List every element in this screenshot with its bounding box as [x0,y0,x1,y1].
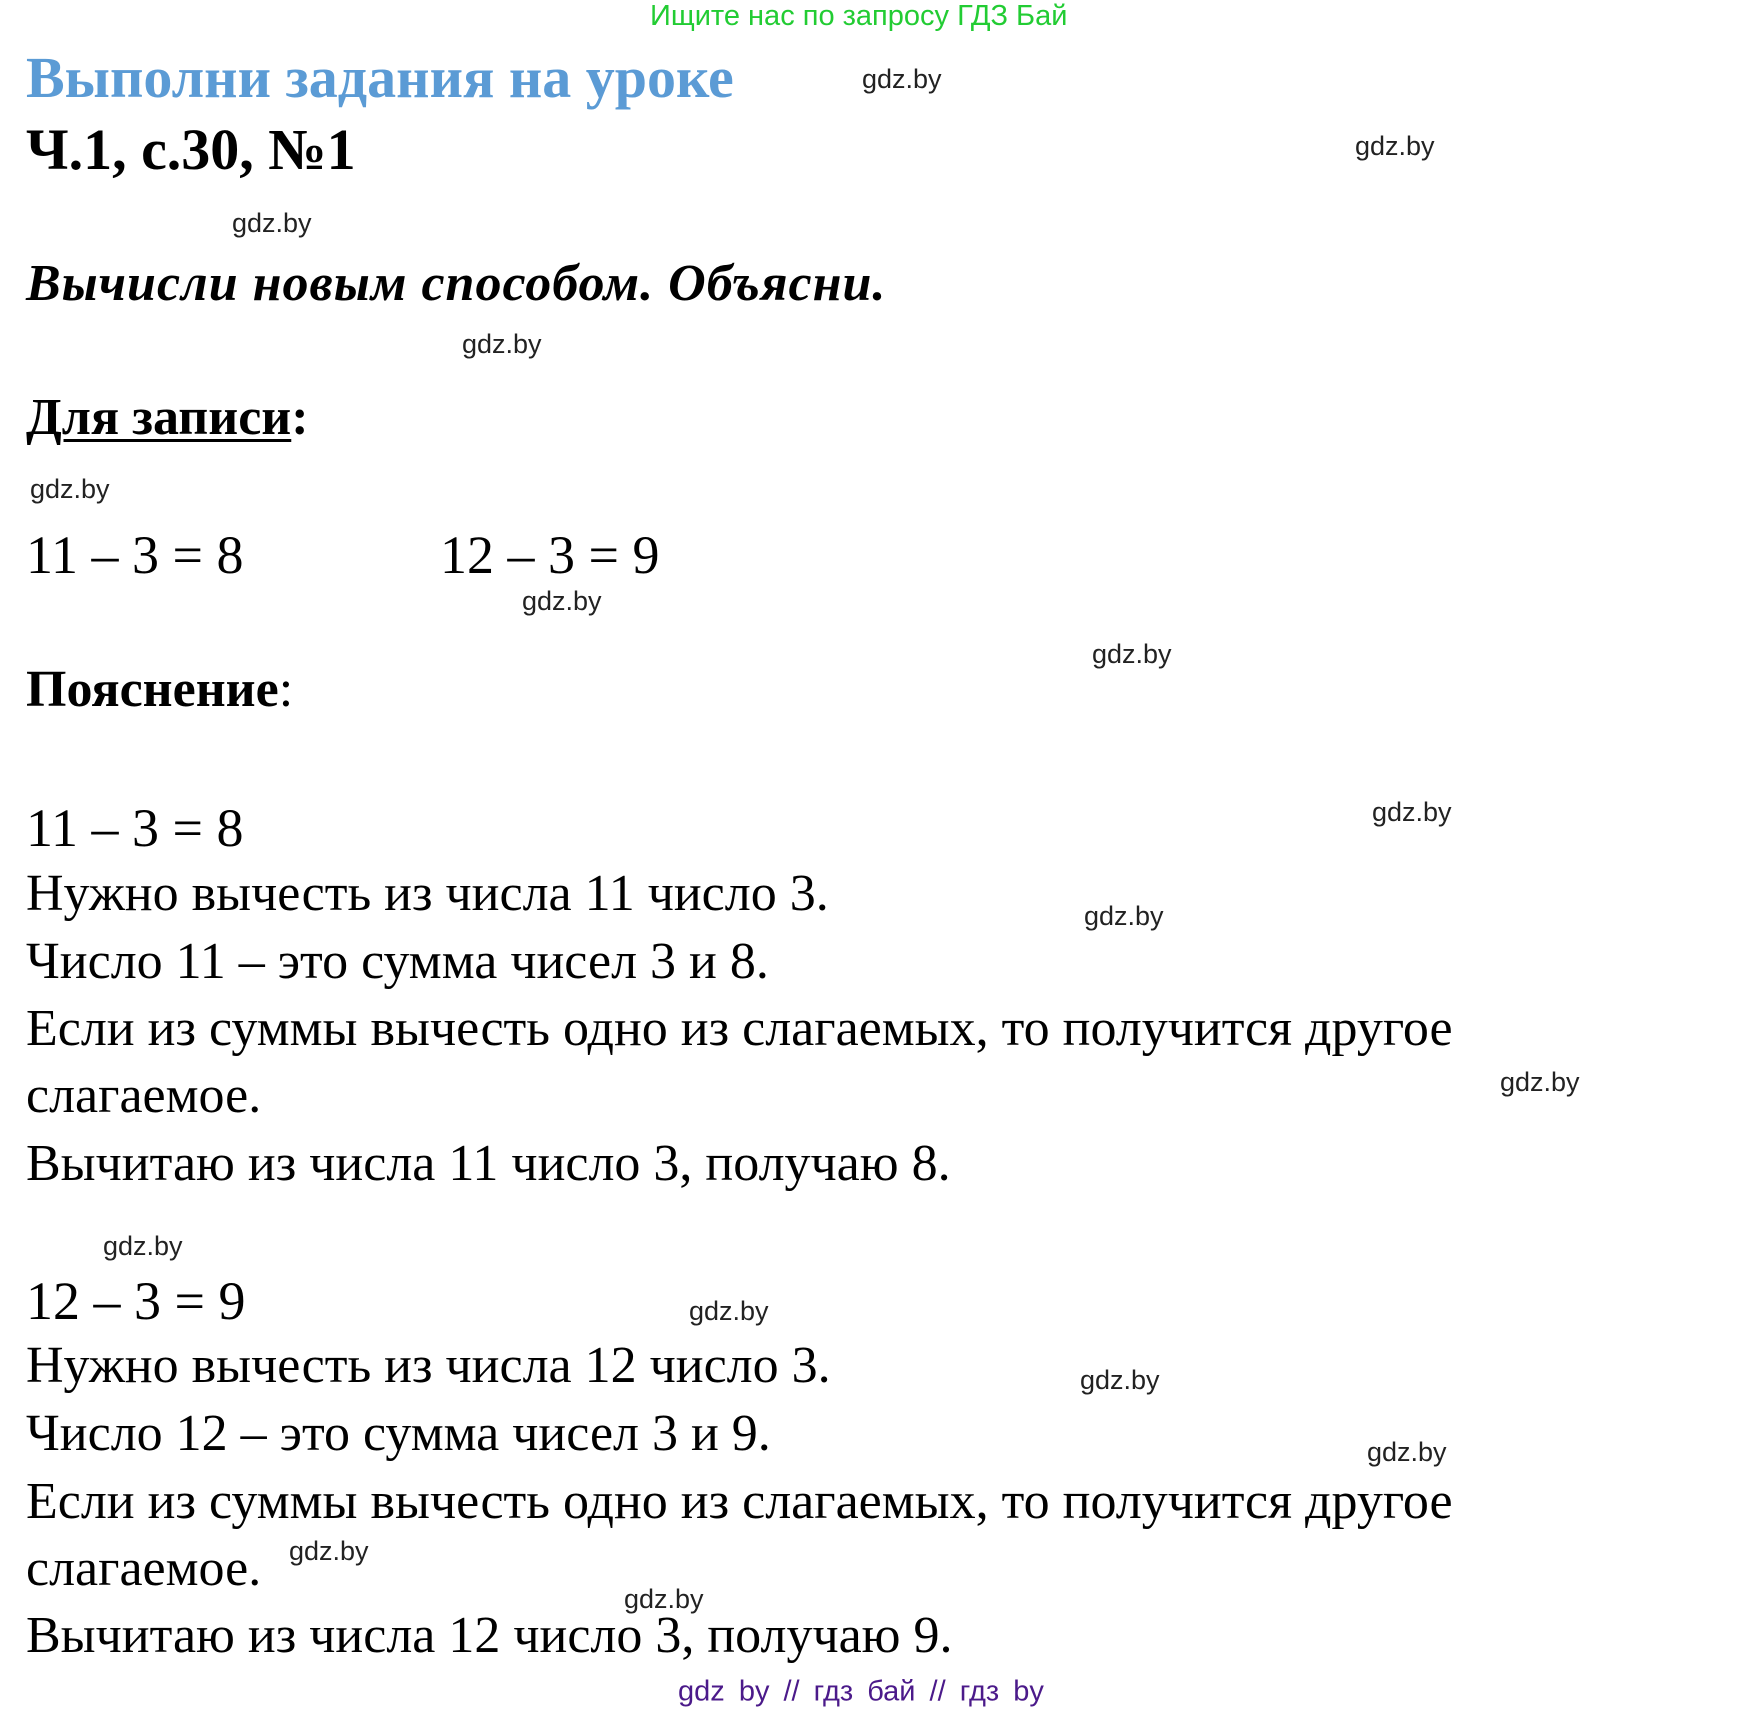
page-title: Выполни задания на уроке [26,45,734,110]
watermark: gdz.by [1092,639,1172,669]
watermark: gdz.by [30,474,110,504]
search-banner: Ищите нас по запросу ГДЗ Бай [650,0,1068,32]
watermark: gdz.by [1355,131,1435,161]
watermark: gdz.by [462,329,542,359]
task-reference: Ч.1, с.30, №1 [26,117,356,182]
explanation-line: слагаемое. [26,1067,262,1124]
watermark: gdz.by [1500,1067,1580,1097]
explanation-heading-colon: : [278,661,294,718]
watermark: gdz.by [522,586,602,616]
watermark: gdz.by [1367,1437,1447,1467]
explanation-line: Нужно вычесть из числа 12 число 3. [26,1337,831,1394]
explanation-equation-1: 11 – 3 = 8 [26,798,244,858]
task-instruction: Вычисли новым способом. Объясни. [26,255,887,312]
record-heading-label: Для записи [26,389,292,446]
explanation-line: Вычитаю из числа 12 число 3, получаю 9. [26,1607,953,1664]
record-heading [26,388,309,447]
watermark: gdz.by [103,1231,183,1261]
watermark: gdz.by [624,1584,704,1614]
watermark: gdz.by [232,208,312,238]
record-equation-2: 12 – 3 = 9 [440,525,660,585]
watermark: gdz.by [1080,1365,1160,1395]
watermark: gdz.by [862,64,942,94]
explanation-equation-2: 12 – 3 = 9 [26,1271,246,1331]
explanation-line: Вычитаю из числа 11 число 3, получаю 8. [26,1135,951,1192]
record-heading-colon: : [291,389,309,446]
explanation-line: Число 12 – это сумма чисел 3 и 9. [26,1405,771,1462]
explanation-line: Число 11 – это сумма чисел 3 и 8. [26,933,769,990]
footer-links: gdz by // гдз бай // гдз by [678,1675,1044,1708]
explanation-line: Нужно вычесть из числа 11 число 3. [26,865,829,922]
explanation-heading-label: Пояснение [26,661,279,718]
watermark: gdz.by [1372,797,1452,827]
record-equation-1: 11 – 3 = 8 [26,525,244,585]
watermark: gdz.by [1084,901,1164,931]
explanation-heading [26,660,293,719]
watermark: gdz.by [689,1296,769,1326]
explanation-line: Если из суммы вычесть одно из слагаемых, то получится другое [26,1000,1453,1057]
explanation-line: слагаемое. [26,1540,262,1597]
watermark: gdz.by [289,1536,369,1566]
explanation-line: Если из суммы вычесть одно из слагаемых, то получится другое [26,1473,1453,1530]
